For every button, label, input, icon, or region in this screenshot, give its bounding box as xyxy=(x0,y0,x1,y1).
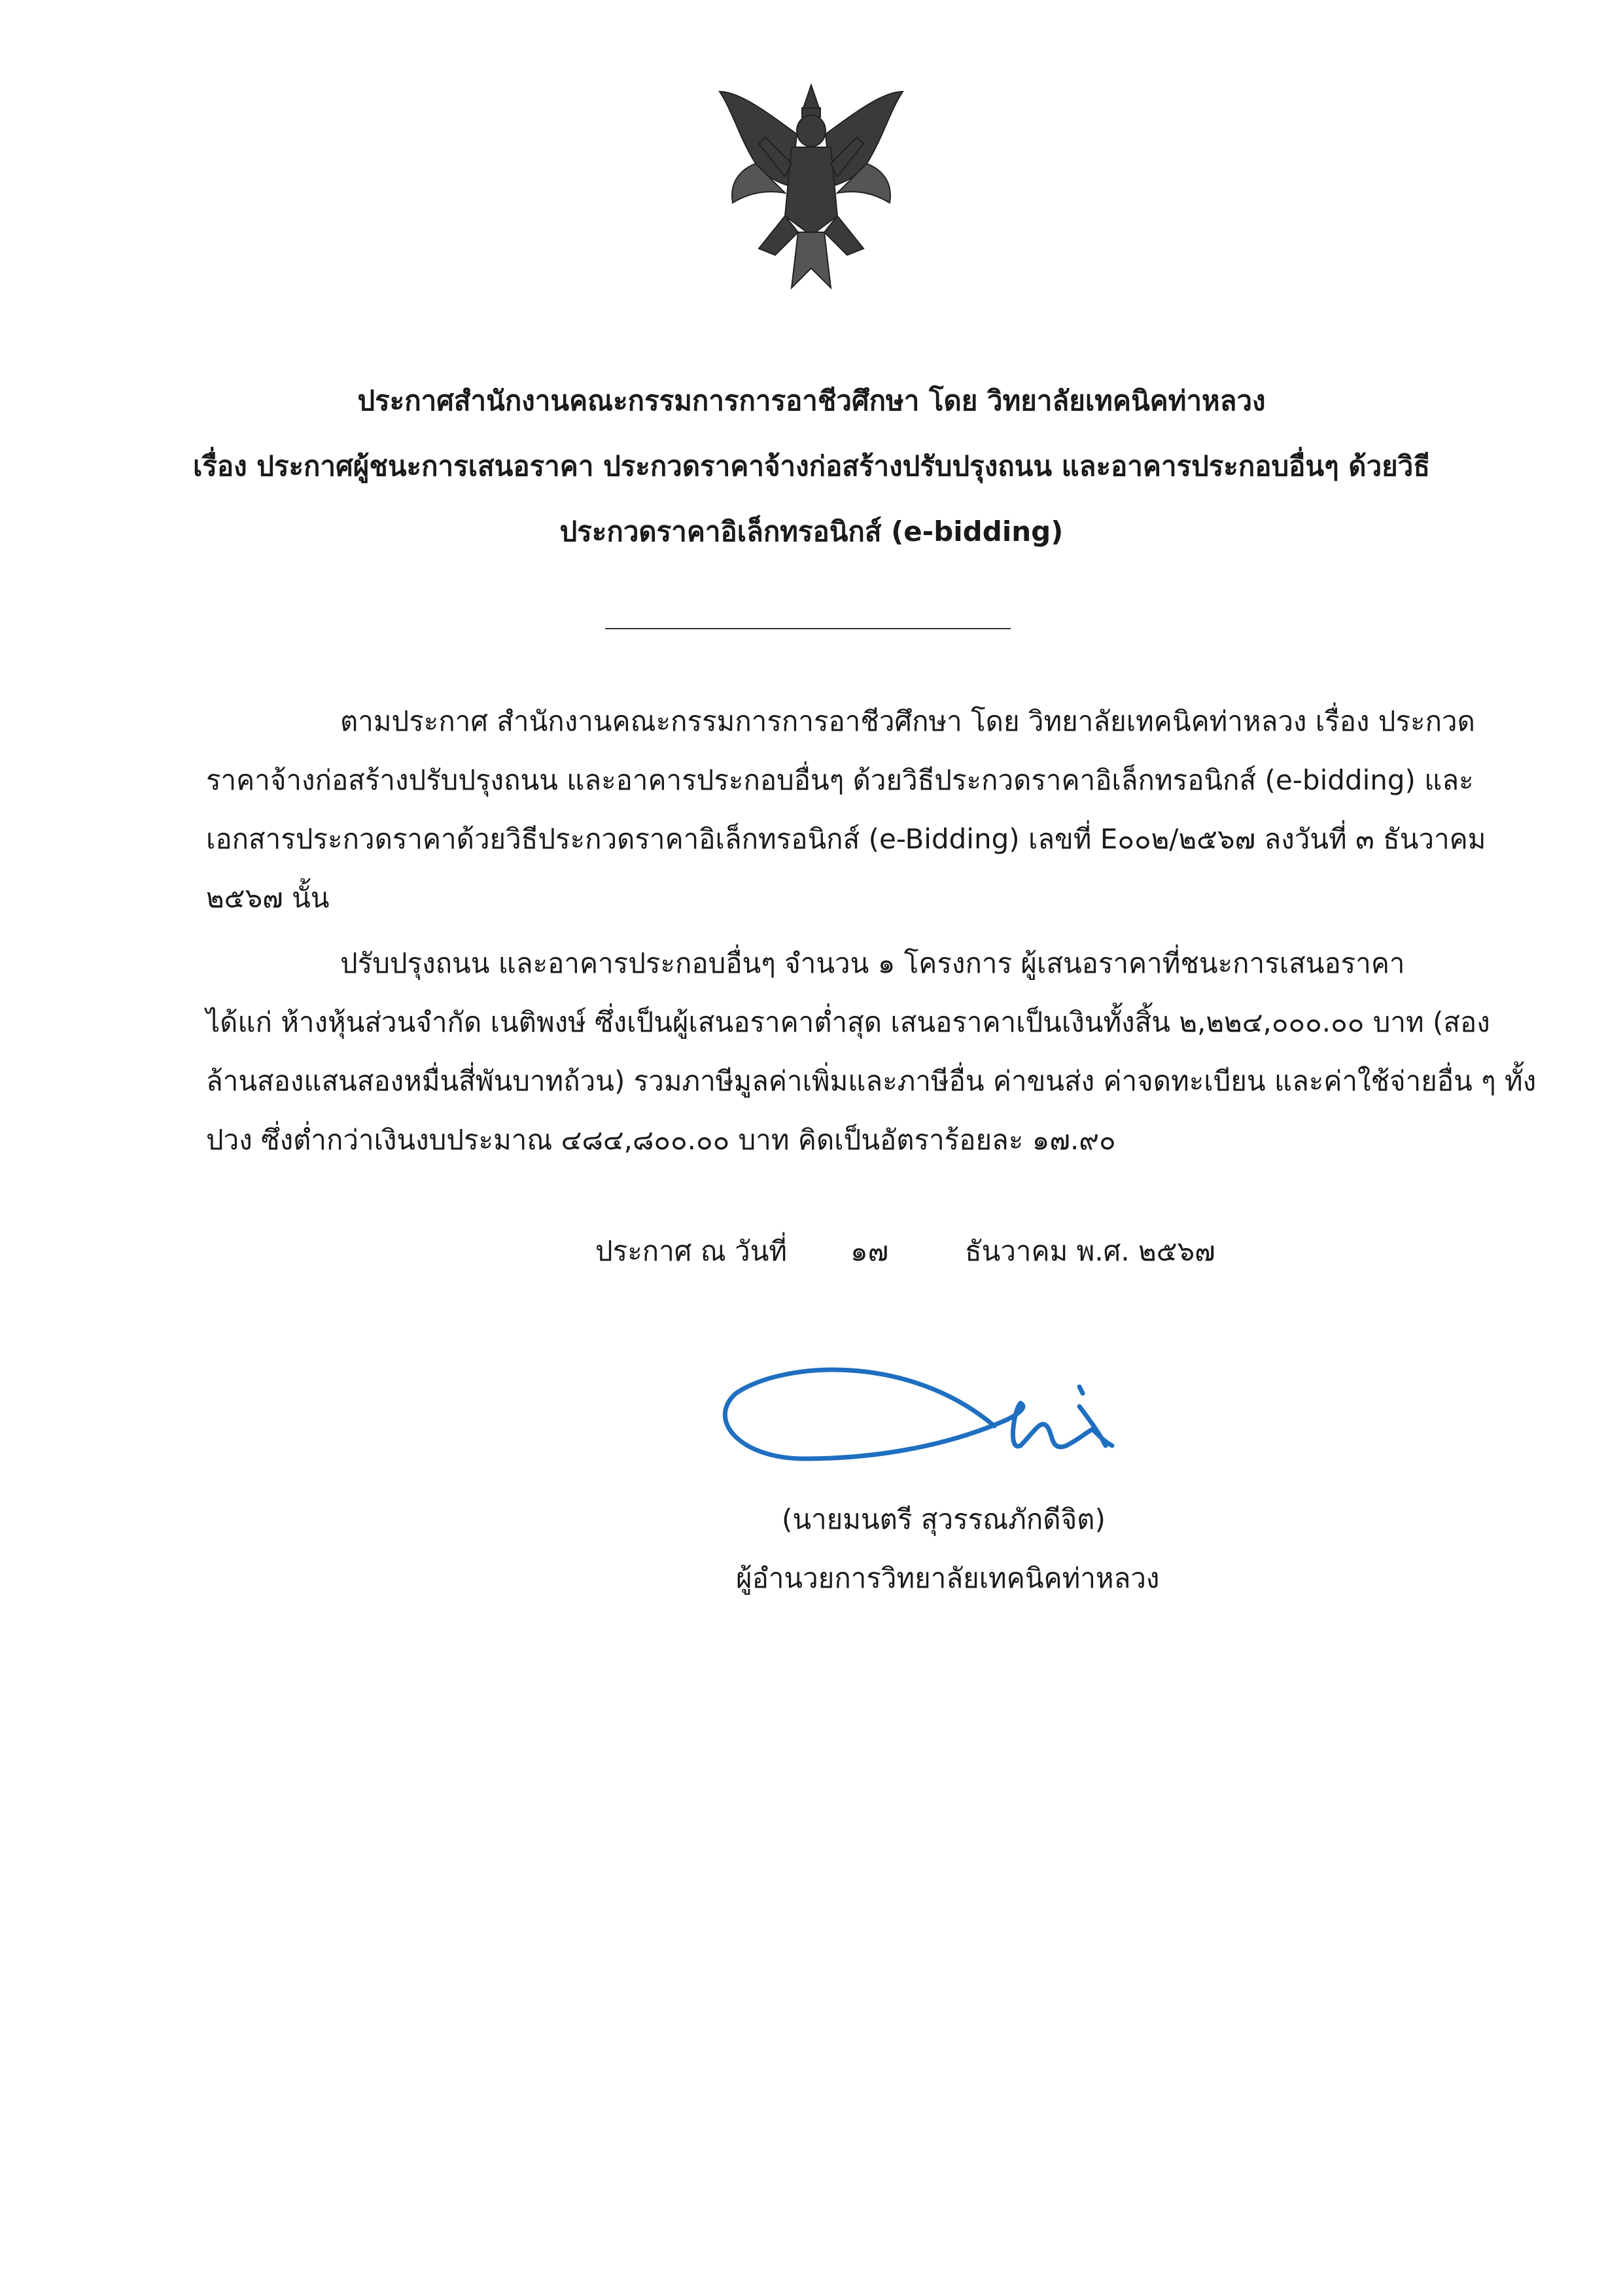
body-paragraph-2-line: ปรับปรุงถนน และอาคารประกอบอื่นๆ จำนวน ๑ โครงการ ผู้เสนอราคาที่ชนะการเสนอราคา xyxy=(340,947,1405,979)
announcement-date-month-year: ธันวาคม พ.ศ. ๒๕๖๗ xyxy=(965,1235,1215,1267)
signatory-position: ผู้อำนวยการวิทยาลัยเทคนิคท่าหลวง xyxy=(736,1562,1160,1594)
body-paragraph-1-line: ราคาจ้างก่อสร้างปรับปรุงถนน และอาคารประกอบอื่นๆ ด้วยวิธีประกวดราคาอิเล็กทรอนิกส์ (e-bidding) และ xyxy=(206,764,1474,796)
announcement-date-day: ๑๗ xyxy=(850,1235,889,1267)
title-divider xyxy=(605,628,1011,629)
body-paragraph-1-line: ๒๕๖๗ นั้น xyxy=(206,882,330,914)
body-paragraph-2-line: ล้านสองแสนสองหมื่นสี่พันบาทถ้วน) รวมภาษีมูลค่าเพิ่มและภาษีอื่น ค่าขนส่ง ค่าจดทะเบียน และค่าใช้จ่ายอื่น ๆ ทั้ง xyxy=(206,1065,1537,1097)
announcement-subject: เรื่อง ประกาศผู้ชนะการเสนอราคา ประกวดราคาจ้างก่อสร้างปรับปรุงถนน และอาคารประกอบอื่นๆ ด้วยวิธี xyxy=(193,450,1430,482)
body-paragraph-1-line: เอกสารประกวดราคาด้วยวิธีประกวดราคาอิเล็กทรอนิกส์ (e-Bidding) เลขที่ E๐๐๒/๒๕๖๗ ลงวันที่ ๓ ธันวาคม xyxy=(206,823,1486,855)
body-paragraph-2-line: ปวง ซึ่งต่ำกว่าเงินงบประมาณ ๔๘๔,๘๐๐.๐๐ บาท คิดเป็นอัตราร้อยละ ๑๗.๙๐ xyxy=(206,1124,1116,1156)
announcement-subject-cont: ประกวดราคาอิเล็กทรอนิกส์ (e-bidding) xyxy=(559,515,1064,548)
garuda-emblem-icon xyxy=(693,72,929,307)
body-paragraph-1-line: ตามประกาศ สำนักงานคณะกรรมการการอาชีวศึกษา โดย วิทยาลัยเทคนิคท่าหลวง เรื่อง ประกวด xyxy=(340,705,1475,737)
announcement-date-prefix: ประกาศ ณ วันที่ xyxy=(595,1235,788,1267)
signatory-name: (นายมนตรี สุวรรณภักดีจิต) xyxy=(782,1503,1106,1535)
body-paragraph-2-line: ได้แก่ ห้างหุ้นส่วนจำกัด เนติพงษ์ ซึ่งเป็นผู้เสนอราคาต่ำสุด เสนอราคาเป็นเงินทั้งสิ้น ๒,๒๒๔,๐๐๐.๐๐ บาท (สอง xyxy=(206,1006,1490,1038)
signature-icon xyxy=(713,1348,1138,1498)
announcement-title: ประกาศสำนักงานคณะกรรมการการอาชีวศึกษา โดย วิทยาลัยเทคนิคท่าหลวง xyxy=(357,385,1266,417)
